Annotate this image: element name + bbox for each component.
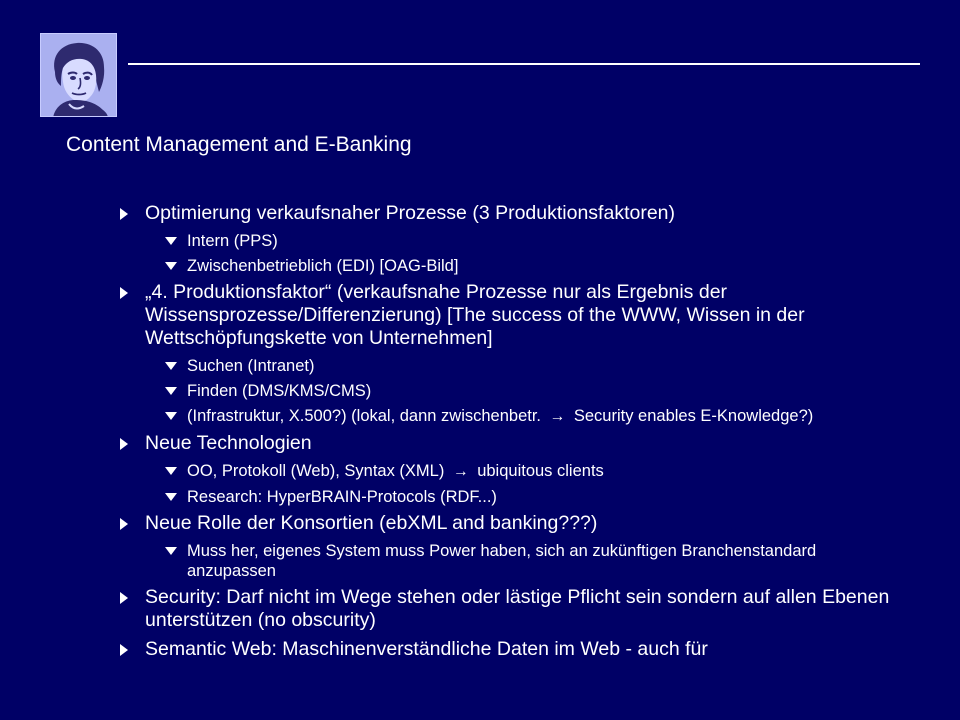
triangle-down-bullet-icon: [165, 467, 177, 475]
sub-bullet-item: [163, 356, 908, 376]
sub-bullet-item: [163, 256, 908, 276]
triangle-down-bullet-icon: [165, 237, 177, 245]
slide-title: Content Management and E-Banking: [66, 133, 412, 156]
triangle-down-bullet-icon: [165, 387, 177, 395]
sub-bullet-text: Finden (DMS/KMS/CMS): [187, 382, 372, 400]
sub-bullet-text: Intern (PPS): [187, 232, 278, 250]
bullet-item: [118, 512, 908, 535]
bullet-text: Neue Rolle der Konsortien (ebXML and banking???): [145, 512, 598, 534]
sub-bullet-item: [163, 381, 908, 401]
portrait-logo-icon: [40, 33, 117, 117]
triangle-right-bullet-icon: [120, 644, 128, 656]
bullet-item: [118, 638, 908, 661]
sub-bullet-text: Research: HyperBRAIN-Protocols (RDF...): [187, 488, 497, 506]
triangle-down-bullet-icon: [165, 362, 177, 370]
top-rule-divider: [128, 63, 920, 65]
right-arrow-icon: →: [452, 463, 469, 480]
sub-bullet-item: [163, 541, 908, 581]
sub-bullet-text-continued: ubiquitous clients: [477, 462, 604, 480]
triangle-down-bullet-icon: [165, 547, 177, 555]
sub-bullet-text: Suchen (Intranet): [187, 357, 315, 375]
sub-bullet-item: [163, 461, 908, 482]
bullet-text: Semantic Web: Maschinenverständliche Daten im Web - auch für: [145, 638, 708, 660]
bullet-text: Optimierung verkaufsnaher Prozesse (3 Produktionsfaktoren): [145, 202, 676, 224]
sub-bullet-item: [163, 487, 908, 507]
bullet-item: [118, 432, 908, 455]
right-arrow-icon: →: [549, 408, 566, 425]
bullet-text: Neue Technologien: [145, 432, 312, 454]
triangle-right-bullet-icon: [120, 518, 128, 530]
sub-bullet-text: OO, Protokoll (Web), Syntax (XML): [187, 462, 445, 480]
sub-bullet-text: Zwischenbetrieblich (EDI) [OAG-Bild]: [187, 257, 459, 275]
triangle-down-bullet-icon: [165, 262, 177, 270]
bullet-item: [118, 586, 908, 632]
bullet-item: [118, 281, 908, 350]
triangle-right-bullet-icon: [120, 208, 128, 220]
sub-bullet-text: (Infrastruktur, X.500?) (lokal, dann zwischenbetr.: [187, 407, 542, 425]
bullet-item: [118, 202, 908, 225]
bullet-text: „4. Produktionsfaktor“ (verkaufsnahe Prozesse nur als Ergebnis der Wissensprozesse/Differenzierung) [The success of the WWW, Wissen in der Wettschöpfungskette von Unternehmen]: [145, 281, 805, 349]
sub-bullet-item: [163, 231, 908, 251]
triangle-down-bullet-icon: [165, 493, 177, 501]
triangle-right-bullet-icon: [120, 592, 128, 604]
triangle-right-bullet-icon: [120, 287, 128, 299]
sub-bullet-text-continued: Security enables E-Knowledge?): [573, 407, 814, 425]
bullet-text: Security: Darf nicht im Wege stehen oder lästige Pflicht sein sondern auf allen Ebenen unterstützen (no obscurity): [145, 586, 890, 631]
triangle-down-bullet-icon: [165, 412, 177, 420]
sub-bullet-text: Muss her, eigenes System muss Power haben, sich an zukünftigen Branchenstandard anzupassen: [187, 542, 817, 580]
sub-bullet-item: [163, 406, 908, 427]
slide-content: [118, 202, 908, 667]
triangle-right-bullet-icon: [120, 438, 128, 450]
